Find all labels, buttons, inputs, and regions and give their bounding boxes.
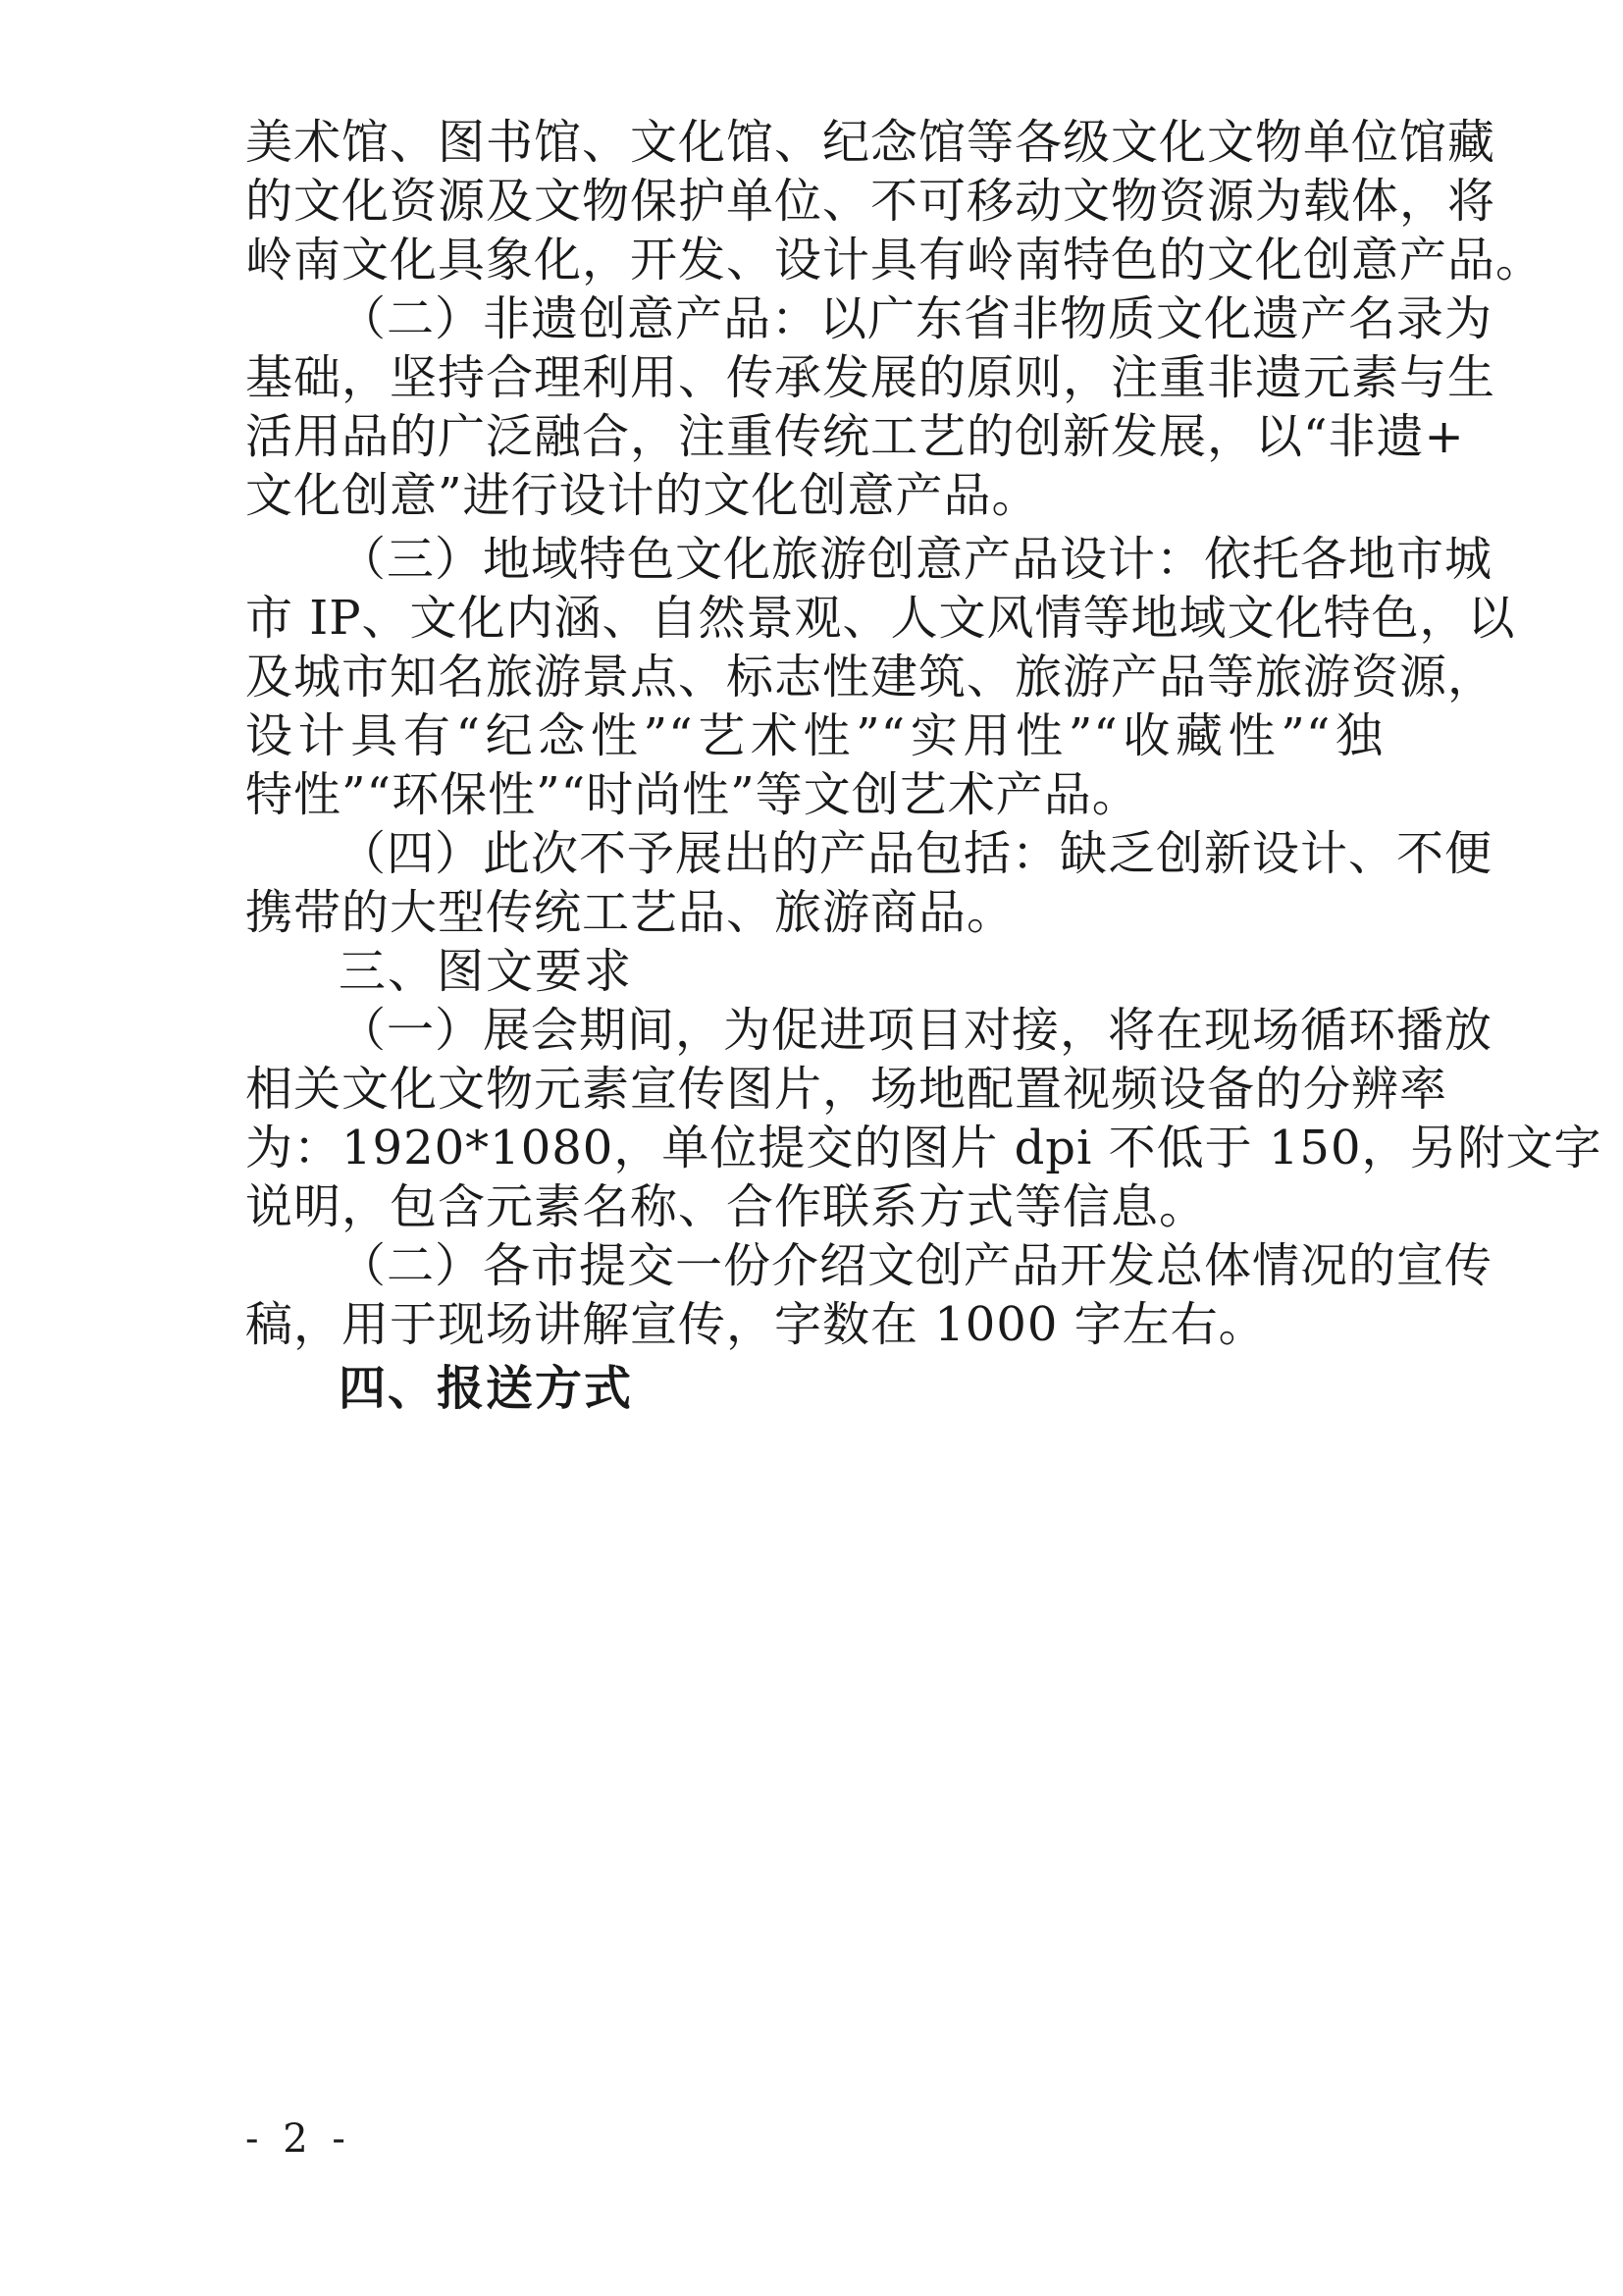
paragraph-line: 基础，坚持合理利用、传承发展的原则，注重非遗元素与生: [245, 350, 1496, 405]
paragraph-line: 设计具有“纪念性”“艺术性”“实用性”“收藏性”“独: [245, 708, 1384, 763]
paragraph-line: （二）各市提交一份介绍文创产品开发总体情况的宣传: [339, 1238, 1493, 1293]
paragraph-line: 活用品的广泛融合，注重传统工艺的创新发展，以“非遗+: [245, 409, 1465, 464]
paragraph-line: 文化创意”进行设计的文化创意产品。: [245, 468, 1040, 523]
paragraph-line: （二）非遗创意产品：以广东省非物质文化遗产名录为: [339, 291, 1493, 346]
paragraph-line: 携带的大型传统工艺品、旅游商品。: [245, 885, 1016, 940]
paragraph-line: 特性”“环保性”“时尚性”等文创艺术产品。: [245, 767, 1140, 822]
paragraph-line: （四）此次不予展出的产品包括：缺乏创新设计、不便: [339, 826, 1493, 881]
paragraph-line: 及城市知名旅游景点、标志性建筑、旅游产品等旅游资源，: [245, 650, 1496, 704]
paragraph-line: 相关文化文物元素宣传图片，场地配置视频设备的分辨率: [245, 1062, 1448, 1117]
paragraph-line: 市 IP、文化内涵、自然景观、人文风情等地域文化特色，以: [245, 591, 1516, 646]
section-heading: 四、报送方式: [339, 1361, 634, 1416]
paragraph-line: 说明，包含元素名称、合作联系方式等信息。: [245, 1179, 1208, 1234]
paragraph-line: 为：1920*1080，单位提交的图片 dpi 不低于 150，另附文字: [245, 1121, 1602, 1175]
page-number: - 2 -: [245, 2116, 351, 2162]
paragraph-line: （三）地域特色文化旅游创意产品设计：依托各地市城: [339, 532, 1493, 587]
paragraph-line: 稿，用于现场讲解宣传，字数在 1000 字左右。: [245, 1297, 1267, 1352]
paragraph-line: 岭南文化具象化，开发、设计具有岭南特色的文化创意产品。: [245, 233, 1544, 287]
section-heading: 三、图文要求: [339, 944, 634, 999]
paragraph-line: 的文化资源及文物保护单位、不可移动文物资源为载体，将: [245, 174, 1496, 229]
paragraph-line: （一）展会期间，为促进项目对接，将在现场循环播放: [339, 1003, 1493, 1058]
paragraph-line: 美术馆、图书馆、文化馆、纪念馆等各级文化文物单位馆藏: [245, 115, 1496, 170]
